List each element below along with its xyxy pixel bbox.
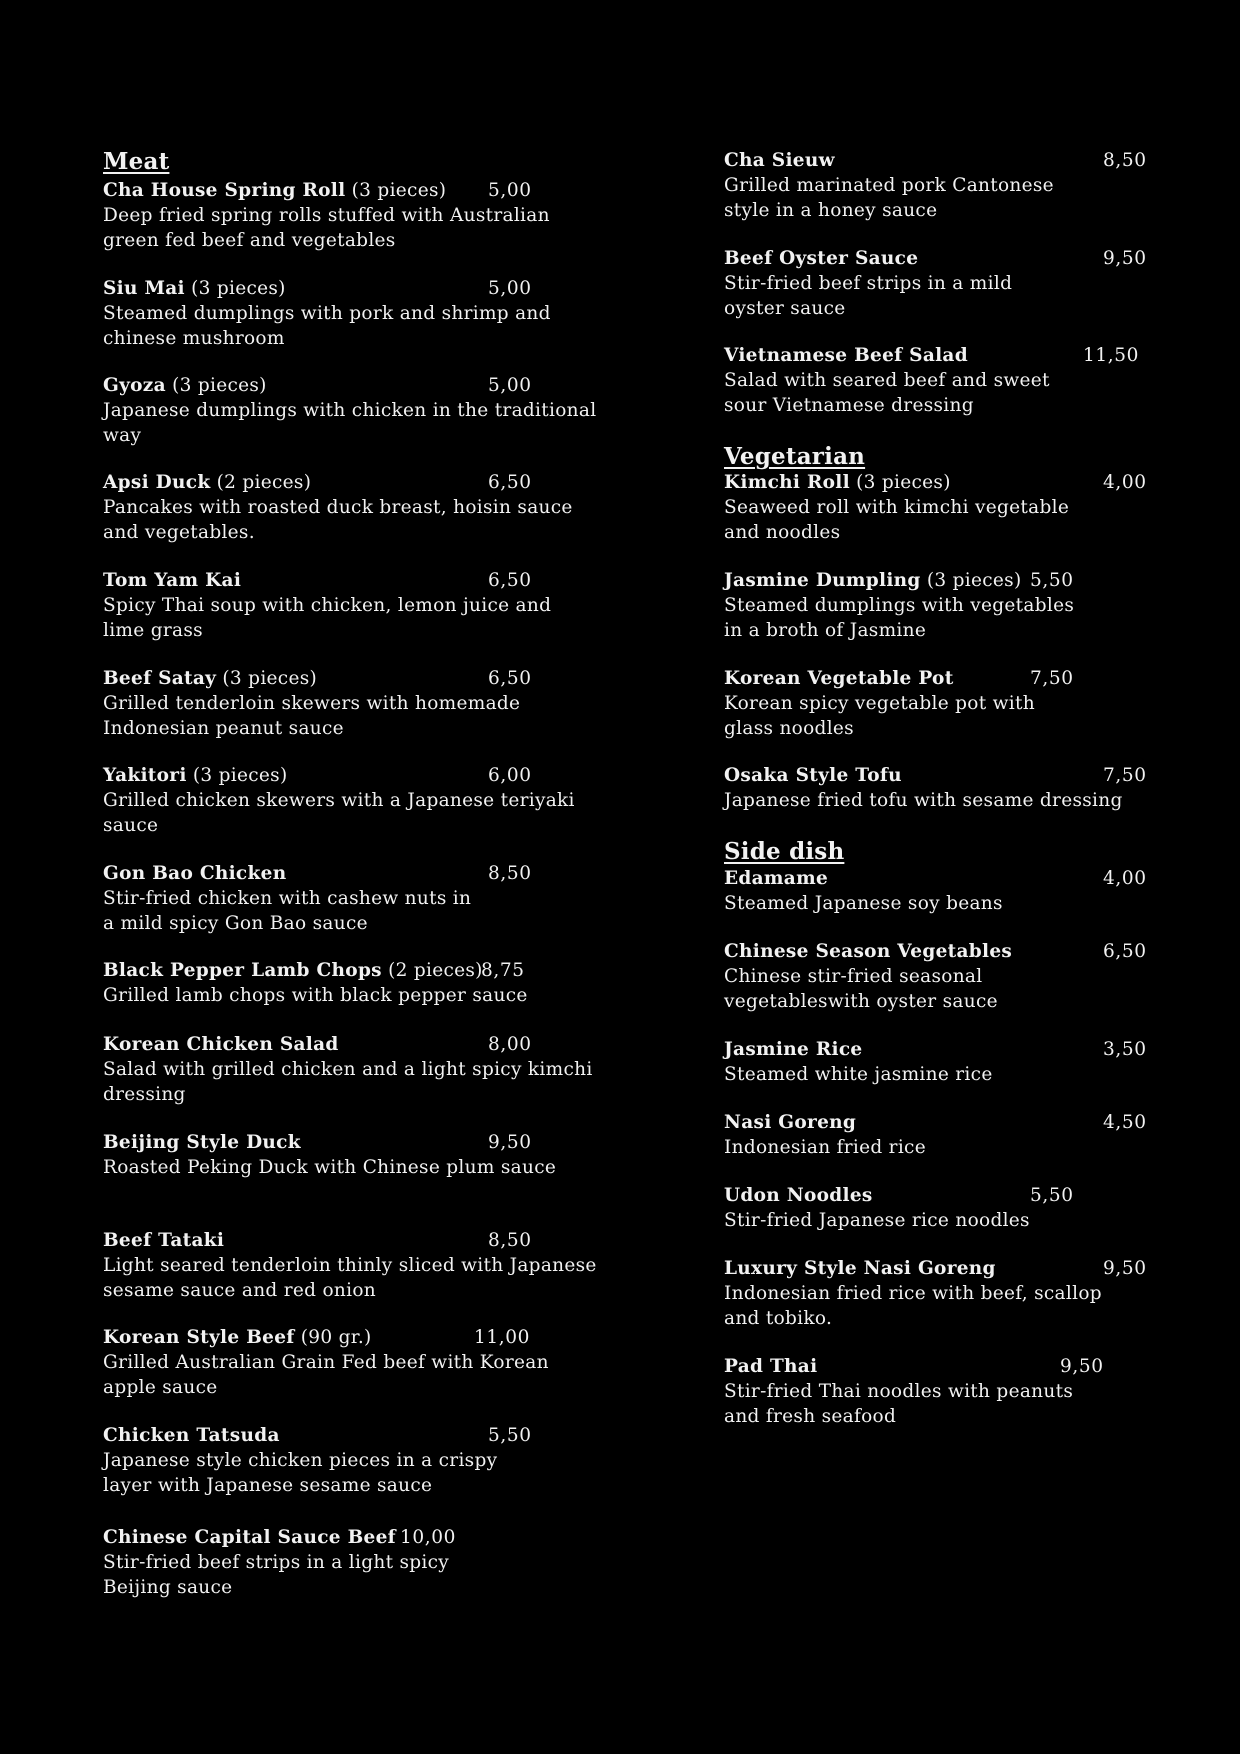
item-title-line [724, 666, 954, 691]
item-description: green fed beef and vegetables [103, 230, 396, 251]
item-description: dressing [103, 1084, 186, 1105]
section-heading-meat: Meat [103, 148, 170, 175]
item-portion: (3 pieces) [192, 765, 288, 786]
item-price: 9,50 [488, 1132, 532, 1153]
item-description: Japanese dumplings with chicken in the traditional [103, 400, 597, 421]
item-description: sour Vietnamese dressing [724, 395, 974, 416]
item-description: Stir-fried Japanese rice noodles [724, 1210, 1030, 1231]
item-title-line [103, 470, 311, 495]
item-name: Osaka Style Tofu [724, 765, 902, 786]
item-name: Black Pepper Lamb Chops [103, 960, 382, 981]
item-title-line [724, 343, 968, 368]
item-name: Gyoza [103, 375, 166, 396]
item-description: Pancakes with roasted duck breast, hoisin sauce [103, 497, 573, 518]
section-heading-vegetarian: Vegetarian [724, 443, 866, 470]
item-title-line [724, 1183, 873, 1208]
item-description: glass noodles [724, 718, 854, 739]
item-title-line [724, 1256, 996, 1281]
item-description: Stir-fried beef strips in a light spicy [103, 1552, 450, 1573]
item-price: 7,50 [1030, 668, 1074, 689]
item-title-line [103, 1228, 224, 1253]
item-name: Beijing Style Duck [103, 1132, 301, 1153]
item-price: 8,50 [1103, 150, 1147, 171]
item-description: Grilled lamb chops with black pepper sauce [103, 985, 528, 1006]
item-title-line [103, 276, 286, 301]
item-price: 5,00 [488, 375, 532, 396]
item-description: Beijing sauce [103, 1577, 233, 1598]
item-title-line [103, 1525, 396, 1550]
item-name: Jasmine Rice [724, 1039, 863, 1060]
item-description: Salad with seared beef and sweet [724, 370, 1050, 391]
item-title-line [103, 1325, 372, 1350]
item-name: Siu Mai [103, 278, 185, 299]
item-description: and fresh seafood [724, 1406, 897, 1427]
item-description: Grilled Australian Grain Fed beef with Korean [103, 1352, 549, 1373]
item-title-line [103, 1130, 301, 1155]
item-title-line [103, 568, 241, 593]
item-portion: (2 pieces) [388, 960, 483, 981]
item-description: Roasted Peking Duck with Chinese plum sauce [103, 1157, 557, 1178]
item-price: 11,50 [1083, 345, 1139, 366]
item-description: Stir-fried beef strips in a mild [724, 273, 1013, 294]
item-title-line [103, 958, 483, 983]
item-title-line [724, 763, 902, 788]
item-description: Grilled chicken skewers with a Japanese teriyaki [103, 790, 575, 811]
item-title-line [724, 148, 835, 173]
item-title-line [103, 861, 286, 886]
item-description: Stir-fried chicken with cashew nuts in [103, 888, 472, 909]
item-title-line [724, 866, 828, 891]
item-title-line [103, 1423, 280, 1448]
item-title-line [103, 373, 267, 398]
item-price: 9,50 [1060, 1356, 1104, 1377]
item-price: 6,50 [1103, 941, 1147, 962]
item-name: Vietnamese Beef Salad [724, 345, 968, 366]
item-description: Korean spicy vegetable pot with [724, 693, 1035, 714]
item-description: Japanese style chicken pieces in a crispy [103, 1450, 498, 1471]
item-description: Seaweed roll with kimchi vegetable [724, 497, 1070, 518]
item-name: Chinese Capital Sauce Beef [103, 1527, 396, 1548]
item-title-line [724, 1110, 856, 1135]
item-portion: (2 pieces) [216, 472, 312, 493]
item-description: a mild spicy Gon Bao sauce [103, 913, 368, 934]
item-description: chinese mushroom [103, 328, 285, 349]
item-description: Japanese fried tofu with sesame dressing [724, 790, 1123, 811]
item-name: Jasmine Dumpling [724, 570, 921, 591]
item-price: 4,50 [1103, 1112, 1147, 1133]
item-name: Cha House Spring Roll [103, 180, 346, 201]
item-description: Steamed white jasmine rice [724, 1064, 993, 1085]
item-description: style in a honey sauce [724, 200, 938, 221]
item-title-line [103, 1032, 339, 1057]
item-name: Gon Bao Chicken [103, 863, 287, 884]
item-title-line [724, 1037, 862, 1062]
item-description: Indonesian peanut sauce [103, 718, 344, 739]
item-price: 4,00 [1103, 472, 1147, 493]
item-name: Kimchi Roll [724, 472, 850, 493]
item-name: Korean Style Beef [103, 1327, 295, 1348]
item-description: in a broth of Jasmine [724, 620, 927, 641]
item-price: 3,50 [1103, 1039, 1147, 1060]
item-price: 8,75 [481, 960, 525, 981]
item-description: way [103, 425, 142, 446]
item-price: 7,50 [1103, 765, 1147, 786]
item-portion: (90 gr.) [300, 1327, 372, 1348]
item-name: Tom Yam Kai [103, 570, 242, 591]
item-price: 9,50 [1103, 1258, 1147, 1279]
item-title-line [103, 666, 317, 691]
item-name: Beef Satay [103, 668, 217, 689]
item-name: Nasi Goreng [724, 1112, 857, 1133]
item-name: Apsi Duck [103, 472, 211, 493]
item-description: vegetableswith oyster sauce [724, 991, 998, 1012]
item-description: Spicy Thai soup with chicken, lemon juice and [103, 595, 552, 616]
item-price: 11,00 [474, 1327, 530, 1348]
item-name: Edamame [724, 868, 829, 889]
item-price: 9,50 [1103, 248, 1147, 269]
item-title-line [724, 1354, 817, 1379]
item-price: 6,50 [488, 668, 532, 689]
item-price: 8,00 [488, 1034, 532, 1055]
item-portion: (3 pieces) [172, 375, 267, 396]
item-name: Luxury Style Nasi Goreng [724, 1258, 996, 1279]
item-description: Grilled marinated pork Cantonese [724, 175, 1054, 196]
item-price: 4,00 [1103, 868, 1147, 889]
item-name: Udon Noodles [724, 1185, 873, 1206]
item-price: 5,50 [1030, 1185, 1074, 1206]
item-price: 6,50 [488, 472, 532, 493]
item-title-line [103, 763, 287, 788]
item-description: Stir-fried Thai noodles with peanuts [724, 1381, 1074, 1402]
item-name: Korean Vegetable Pot [724, 668, 954, 689]
item-name: Beef Tataki [103, 1230, 225, 1251]
item-description: sesame sauce and red onion [103, 1280, 376, 1301]
section-heading-side-dish: Side dish [724, 838, 845, 865]
item-description: apple sauce [103, 1377, 218, 1398]
item-description: and vegetables. [103, 522, 255, 543]
item-price: 6,50 [488, 570, 532, 591]
item-description: Chinese stir-fried seasonal [724, 966, 983, 987]
item-description: Deep fried spring rolls stuffed with Australian [103, 205, 550, 226]
item-price: 8,50 [488, 863, 532, 884]
item-portion: (3 pieces) [926, 570, 1022, 591]
item-name: Cha Sieuw [724, 150, 835, 171]
item-description: Light seared tenderloin thinly sliced with Japanese [103, 1255, 597, 1276]
item-portion: (3 pieces) [222, 668, 318, 689]
item-price: 5,00 [488, 278, 532, 299]
item-description: Steamed dumplings with vegetables [724, 595, 1075, 616]
item-portion: (3 pieces) [856, 472, 951, 493]
item-title-line [724, 568, 1021, 593]
item-description: and tobiko. [724, 1308, 833, 1329]
item-name: Chicken Tatsuda [103, 1425, 280, 1446]
item-title-line [724, 470, 951, 495]
item-title-line [103, 178, 446, 203]
item-price: 5,00 [488, 180, 532, 201]
item-price: 10,00 [400, 1527, 456, 1548]
item-description: Grilled tenderloin skewers with homemade [103, 693, 521, 714]
item-description: Steamed dumplings with pork and shrimp and [103, 303, 551, 324]
item-title-line [724, 939, 1012, 964]
item-description: Salad with grilled chicken and a light spicy kimchi [103, 1059, 593, 1080]
item-title-line [724, 246, 918, 271]
item-price: 6,00 [488, 765, 532, 786]
item-description: lime grass [103, 620, 203, 641]
item-price: 5,50 [1030, 570, 1074, 591]
item-name: Beef Oyster Sauce [724, 248, 919, 269]
item-portion: (3 pieces) [351, 180, 447, 201]
item-description: Indonesian fried rice with beef, scallop [724, 1283, 1102, 1304]
item-description: Indonesian fried rice [724, 1137, 926, 1158]
item-description: and noodles [724, 522, 841, 543]
item-portion: (3 pieces) [191, 278, 286, 299]
item-description: oyster sauce [724, 298, 846, 319]
item-name: Pad Thai [724, 1356, 818, 1377]
item-price: 5,50 [488, 1425, 532, 1446]
item-description: Steamed Japanese soy beans [724, 893, 1003, 914]
item-description: layer with Japanese sesame sauce [103, 1475, 433, 1496]
item-price: 8,50 [488, 1230, 532, 1251]
item-name: Chinese Season Vegetables [724, 941, 1013, 962]
item-name: Korean Chicken Salad [103, 1034, 339, 1055]
item-name: Yakitori [103, 765, 187, 786]
item-description: sauce [103, 815, 159, 836]
